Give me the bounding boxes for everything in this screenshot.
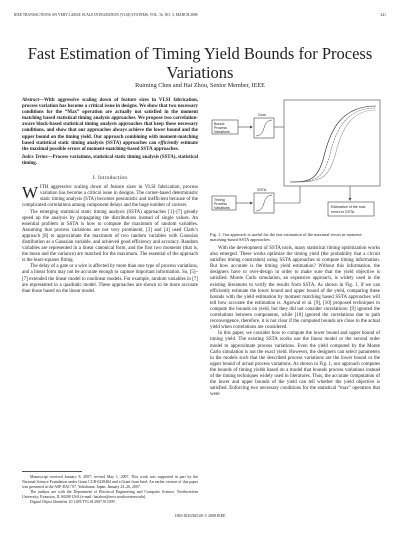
- arrow-head: [349, 198, 352, 201]
- page-number: 241: [380, 13, 386, 17]
- arrow-head: [250, 202, 253, 205]
- estimation-label-2: errors in SSTA: [331, 210, 355, 214]
- footnote: [22, 465, 198, 505]
- running-header: [14, 13, 386, 17]
- estimation-label-1: Estimation of the max: [331, 205, 366, 209]
- page-footer: 1063-8210/$25.00 © 2008 IEEE: [174, 514, 226, 518]
- left-column: [22, 98, 198, 295]
- abstract-emphasis: efficiently: [158, 140, 179, 146]
- yield-plot: [284, 100, 380, 186]
- footnote-rule: [22, 471, 82, 472]
- right-paragraph-1: With the development of SSTA tools, many statistical timing optimization works also emerged. These works optimize the timing yield (the probability that a circuit satisfies timing constraints) using SSTA approaches to compute timing information. But how accurate is the timing yield estimation? Without this information, the designers have to over-design in order to make sure that the yield objective is satisfied. Monte Carlo simulation, an expensive approach, is widely used in the existing literatures to verify the results from SSTA. As shown in Fig. 1, if we can efficiently estimate the lower bound and upper bound of the yield, comparing these bounds with the yield estimation by moment matching based SSTA approaches will tell how accurate the estimation is. Agarwal et al. [9], [10] proposed techniques to compute the bounds on yield, but they did not consider correlations: [9] ignored the correlations between components, while [10] ignored the correlations due to path reconvergence, therefore, it is not clear if the computed bounds are close to the actual yield when correlations are considered.: [210, 246, 380, 331]
- journal-header: IEEE TRANSACTIONS ON VERY LARGE SCALE INTEGRATION (VLSI) SYSTEMS, VOL. 16, NO. 3, MARCH 2008: [14, 13, 198, 17]
- footnote-line-3: Digital Object Identifier 10.1109/TVLSI.2007.915399: [30, 500, 115, 504]
- arrow-head: [250, 126, 253, 129]
- section-heading: I. Introduction: [92, 175, 128, 182]
- ours-label: Ours: [258, 113, 266, 117]
- right-paragraph-2: In this paper, we consider how to compute the lower bound and upper bound of timing yield. The existing SSTA works use the linear model or the second order model to approximate process variations. Even the yield computed by the Monte Carlo simulation is not the exact yield. However, the designers can select parameters in the models such that the described process variations are the lower bound or the upper bound of actual process variations. As shown in Fig. 1, our approach computes the bounds of timing yields based on a model that bounds process variations instead of the timing techniques widely used in literatures. Thus, the accurate computation of the lower and upper bounds of the yield can tell whether the yield objective is satisfied. Enforcing two necessary conditions for the statistical “max” operation that were: [210, 331, 380, 398]
- drop-cap: W: [22, 183, 39, 203]
- footnote-line-1: Manuscript received January 8, 2007; revised May 1, 2007. This work was supported in part by the National Science Foundation under Grant CCR-0238484 and a Grant from Intel. An earlier version of this paper was presented at the ASP-DAC’07, Yokohama, Japan, January 23–26, 2007.: [22, 475, 198, 489]
- footnote-line-2: The authors are with the Department of Electrical Engineering and Computer Science, Northwestern University, Evanston, IL 60208 USA (e-mail: haizhou@eecs.northwestern.edu).: [22, 490, 198, 499]
- intro-paragraph-3: The delay of a gate or a wire is affected by more than one type of process variations, and a linear form may not be accurate enough to capture important information. So, [5]–[7] extended the linear model to nonlinear models. For example, random variables in [7] are represented in a quadratic model. These approaches are shown to be more accurate than those based on the linear model.: [22, 264, 198, 294]
- abstract-text-b: estimate the maximal possible errors of moment-matching-based SSTA approaches.: [22, 140, 198, 152]
- bound-label: Bound: [214, 122, 225, 126]
- abstract-text-a: With aggressive scaling down of feature sizes in VLSI fabrication, process variation has become a critical issue in designs. We show that two necessary conditions for the “Max” operation are actually not satisfied in the moment matching based statistical timing analysis approaches. We propose two correlation-aware block-based statistical timing analysis approaches that keep these necessary conditions, and show that our approaches always achieve the lower bound and the upper bound on the timing yield. Our approach combining with moment-matching based statistical static timing analysis (SSTA) approaches can: [22, 98, 198, 146]
- index-terms: [22, 155, 198, 167]
- process-label-2: Process: [214, 202, 227, 206]
- variations-label-2: Variations: [214, 206, 230, 210]
- intro-paragraph-2: The emerging statistical static timing analysis (SSTA) approaches [1]–[7] greatly speed up the analysis by propagating the distributions instead of single values. An essential problem in SSTA is how to compute the maximum of random variables. Assuming that process variations are not very prominent, [3] and [4] used Clark’s approach [8] to approximate the maximum of two random variables with Gaussian distribution as a Gaussian variable, and achieved good efficiency and accuracy. Random variables are represented in a linear canonical form, and the first two moments (that is, the mean and the variance) are matched for the maximum. The essential of the approach is the least-squares fitting.: [22, 209, 198, 264]
- index-terms-text: Process variations, statistical static timing analysis (SSTA), statistical timing.: [22, 154, 199, 166]
- process-label: Process: [214, 126, 227, 130]
- figure-1: [210, 96, 382, 232]
- paper-title: Fast Estimation of Timing Yield Bounds for Process Variations: [27, 44, 373, 82]
- authors: Ruiming Chen and Hai Zhou, Senior Member, IEEE: [135, 82, 265, 89]
- index-terms-label: Index Terms—: [22, 154, 53, 160]
- abstract-label: Abstract—: [22, 98, 44, 103]
- figure-caption: Fig. 1. Our approach is useful for the fast estimation of the maximal errors in moment-matching-based SSTA approaches.: [210, 232, 363, 243]
- ssta-label: SSTA: [257, 188, 267, 192]
- timing-label: Timing: [214, 198, 225, 202]
- variations-label: Variations: [214, 130, 230, 134]
- right-column: [210, 246, 380, 398]
- intro-paragraph-1: [22, 185, 198, 209]
- abstract: [22, 98, 198, 153]
- intro-paragraph-1-text: ITH aggressive scaling down of feature sizes in VLSI fabrication, process variation has become a critical issue in designs. The corner-based deterministic static timing analysis (STA) becomes pessimistic and inefficient because of the complicated correlations among component delays and the huge number of corners.: [22, 185, 198, 209]
